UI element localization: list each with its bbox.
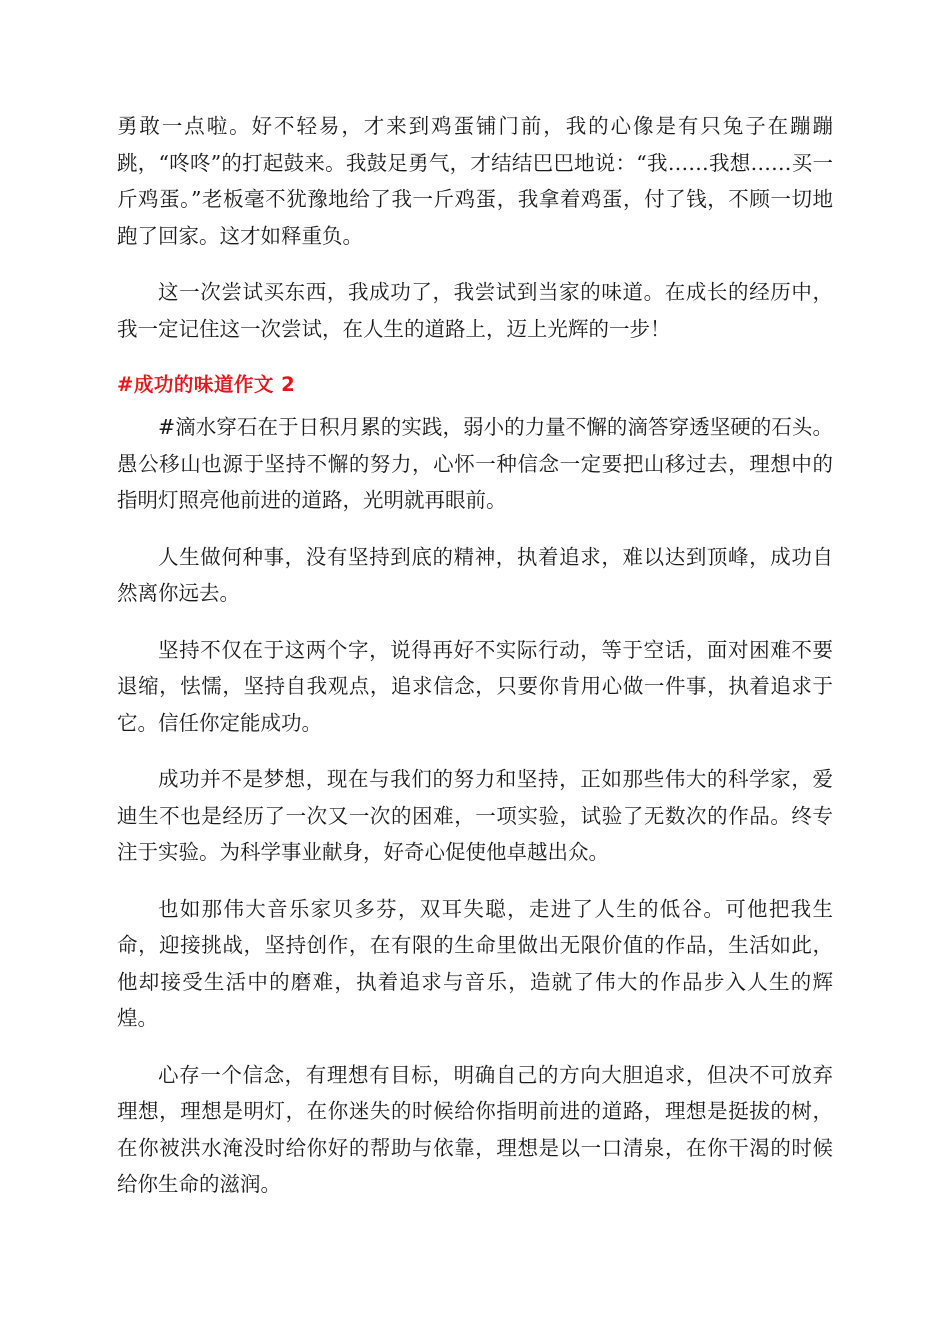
paragraph: 坚持不仅在于这两个字，说得再好不实际行动，等于空话，面对困难不要退缩，怯懦，坚持自我观点，追求信念，只要你肯用心做一件事，执着追求于它。信任你定能成功。 — [117, 637, 833, 735]
paragraph: 成功并不是梦想，现在与我们的努力和坚持，正如那些伟大的科学家，爱迪生不也是经历了一次又一次的困难，一项实验，试验了无数次的作品。终专注于实验。为科学事业献身，好奇心促使他卓越出众。 — [117, 767, 833, 864]
paragraph: #滴水穿石在于日积月累的实践，弱小的力量不懈的滴答穿透坚硬的石头。愚公移山也源于坚持不懈的努力，心怀一种信念一定要把山移过去，理想中的指明灯照亮他前进的道路，光明就再眼前。 — [117, 415, 833, 512]
paragraph: 人生做何种事，没有坚持到底的精神，执着追求，难以达到顶峰，成功自然离你远去。 — [117, 544, 833, 605]
section-heading: #成功的味道作文 2 — [117, 373, 296, 396]
paragraph: 这一次尝试买东西，我成功了，我尝试到当家的味道。在成长的经历中，我一定记住这一次尝试，在人生的道路上，迈上光辉的一步！ — [117, 280, 833, 341]
paragraph-continuation: 勇敢一点啦。好不轻易，才来到鸡蛋铺门前，我的心像是有只兔子在蹦蹦跳，“咚咚”的打起鼓来。我鼓足勇气，才结结巴巴地说：“我……我想……买一斤鸡蛋。”老板毫不犹豫地给了我一斤鸡蛋，我拿着鸡蛋，付了钱，不顾一切地跑了回家。这才如释重负。 — [117, 114, 833, 248]
paragraph: 心存一个信念，有理想有目标，明确自己的方向大胆追求，但决不可放弃理想，理想是明灯，在你迷失的时候给你指明前进的道路，理想是挺拔的树，在你被洪水淹没时给你好的帮助与依靠，理想是以一口清泉，在你干渴的时候给你生命的滋润。 — [117, 1062, 833, 1196]
paragraph: 也如那伟大音乐家贝多芬，双耳失聪，走进了人生的低谷。可他把我生命，迎接挑战，坚持创作，在有限的生命里做出无限价值的作品，生活如此，他却接受生活中的磨难，执着追求与音乐，造就了伟大的作品步入人生的辉煌。 — [117, 896, 833, 1030]
document-body — [117, 108, 833, 1223]
